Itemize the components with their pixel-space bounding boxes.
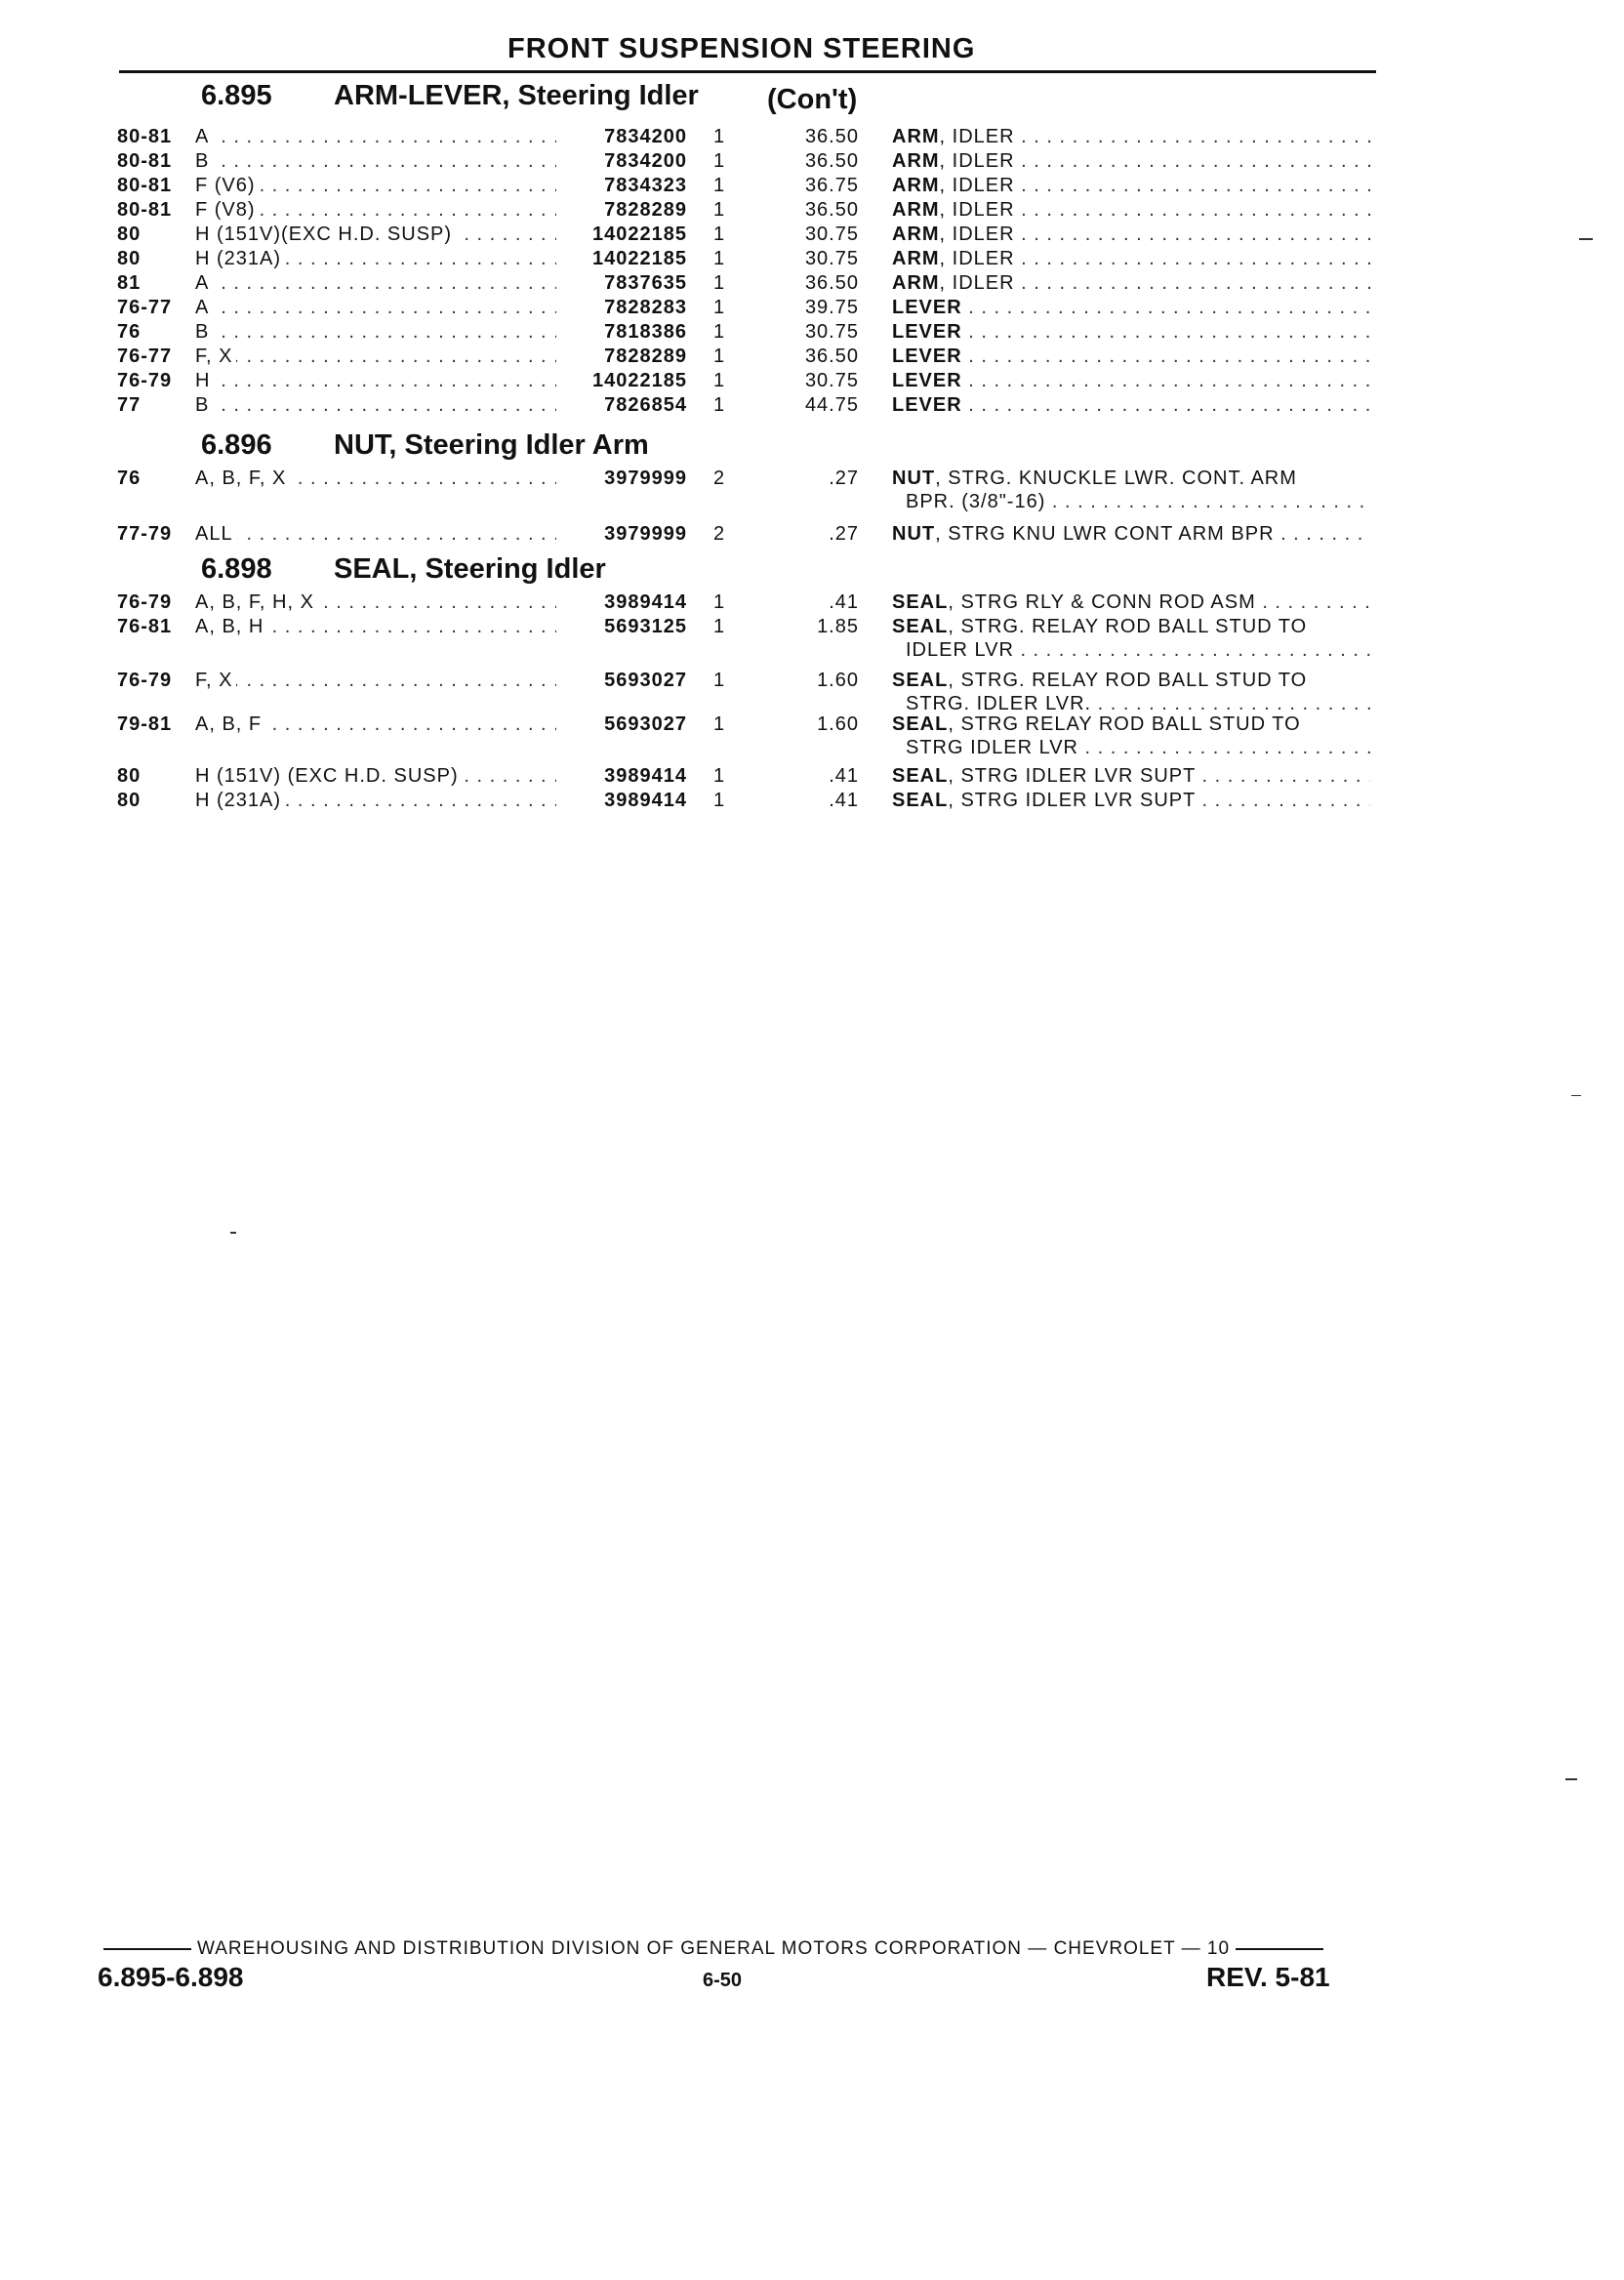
model-cell bbox=[195, 271, 556, 295]
model-text: B bbox=[195, 321, 213, 343]
description-line bbox=[892, 320, 1370, 344]
year-cell: 80 bbox=[117, 765, 142, 787]
part-number-cell: 3989414 bbox=[564, 789, 687, 812]
description-keyword: SEAL bbox=[892, 713, 949, 735]
part-number-cell: 7826854 bbox=[564, 393, 687, 417]
description-line bbox=[892, 789, 1370, 812]
model-cell bbox=[195, 320, 556, 344]
description-cell bbox=[892, 712, 1370, 759]
description-keyword: SEAL bbox=[892, 616, 949, 637]
model-text: H (231A) bbox=[195, 790, 285, 811]
part-number-cell: 7837635 bbox=[564, 271, 687, 295]
model-text: F, X bbox=[195, 346, 236, 367]
model-text: A, B, F bbox=[195, 713, 265, 735]
quantity-cell: 1 bbox=[712, 126, 726, 147]
part-number-cell: 7834200 bbox=[564, 125, 687, 148]
model-cell bbox=[195, 345, 556, 368]
description-cell bbox=[892, 320, 1370, 344]
description-rest: , STRG RLY & CONN ROD ASM bbox=[948, 591, 1256, 613]
description-keyword: LEVER bbox=[892, 394, 962, 416]
scan-speck bbox=[230, 1232, 236, 1234]
quantity-cell: 2 bbox=[712, 523, 726, 545]
year-cell: 76-79 bbox=[117, 370, 173, 391]
quantity-cell: 2 bbox=[712, 468, 726, 489]
description-line bbox=[892, 615, 1370, 638]
footer-division bbox=[98, 1938, 1357, 1960]
description-keyword: ARM bbox=[892, 175, 940, 196]
model-cell bbox=[195, 764, 556, 788]
description-keyword: LEVER bbox=[892, 321, 962, 343]
description-line bbox=[892, 223, 1370, 246]
quantity-cell: 1 bbox=[712, 248, 726, 269]
model-cell bbox=[195, 369, 556, 392]
price-cell: 1.60 bbox=[817, 670, 859, 691]
quantity-cell: 1 bbox=[712, 765, 726, 787]
description-keyword: LEVER bbox=[892, 346, 962, 367]
description-rest: , STRG. RELAY ROD BALL STUD TO bbox=[948, 670, 1308, 691]
model-text: A, B, F, H, X bbox=[195, 591, 318, 613]
model-text: A bbox=[195, 126, 213, 147]
quantity-cell: 1 bbox=[712, 713, 726, 735]
year-cell: 79-81 bbox=[117, 713, 173, 735]
description-line bbox=[892, 174, 1370, 197]
description-line bbox=[892, 522, 1370, 546]
year-cell: 76-77 bbox=[117, 297, 173, 318]
year-cell: 81 bbox=[117, 272, 142, 294]
description-keyword: LEVER bbox=[892, 297, 962, 318]
model-text: F (V6) bbox=[195, 175, 260, 196]
model-text: A, B, F, X bbox=[195, 468, 290, 489]
description-cell bbox=[892, 345, 1370, 368]
price-cell: 1.85 bbox=[817, 616, 859, 637]
model-cell bbox=[195, 669, 556, 692]
part-number-cell: 3989414 bbox=[564, 764, 687, 788]
description-line bbox=[892, 345, 1370, 368]
description-cell bbox=[892, 296, 1370, 319]
quantity-cell: 1 bbox=[712, 175, 726, 196]
description-keyword: ARM bbox=[892, 272, 940, 294]
description-line bbox=[892, 296, 1370, 319]
year-cell: 76-77 bbox=[117, 346, 173, 367]
model-text: A, B, H bbox=[195, 616, 267, 637]
description-line bbox=[892, 669, 1370, 692]
part-number-cell: 3979999 bbox=[564, 522, 687, 546]
model-text: H (151V) (EXC H.D. SUSP) bbox=[195, 765, 463, 787]
description-keyword: NUT bbox=[892, 523, 936, 545]
description-cell bbox=[892, 615, 1370, 662]
quantity-cell: 1 bbox=[712, 346, 726, 367]
description-rest: , STRG KNU LWR CONT ARM BPR bbox=[935, 523, 1275, 545]
section-name: NUT, Steering Idler Arm bbox=[334, 429, 649, 461]
quantity-cell: 1 bbox=[712, 394, 726, 416]
model-text: F, X bbox=[195, 670, 236, 691]
quantity-cell: 1 bbox=[712, 321, 726, 343]
description-cell bbox=[892, 174, 1370, 197]
model-cell bbox=[195, 223, 556, 246]
part-number-cell: 3979999 bbox=[564, 467, 687, 490]
model-text: B bbox=[195, 394, 213, 416]
price-cell: 39.75 bbox=[804, 297, 859, 318]
description-line bbox=[892, 764, 1370, 788]
description-cell bbox=[892, 590, 1370, 614]
model-cell bbox=[195, 174, 556, 197]
description-cell bbox=[892, 223, 1370, 246]
description-cell bbox=[892, 369, 1370, 392]
description-rest: , STRG IDLER LVR SUPT bbox=[948, 765, 1196, 787]
part-number-cell: 7828289 bbox=[564, 345, 687, 368]
description-line bbox=[892, 247, 1370, 270]
price-cell: 44.75 bbox=[804, 394, 859, 416]
description-keyword: LEVER bbox=[892, 370, 962, 391]
model-text: F (V8) bbox=[195, 199, 260, 221]
quantity-cell: 1 bbox=[712, 150, 726, 172]
footer-dash-left bbox=[103, 1948, 191, 1950]
description-rest: , STRG. KNUCKLE LWR. CONT. ARM bbox=[935, 468, 1297, 489]
model-text: ALL bbox=[195, 523, 237, 545]
section-number: 6.898 bbox=[201, 553, 272, 585]
quantity-cell: 1 bbox=[712, 670, 726, 691]
scan-speck bbox=[1571, 1095, 1581, 1096]
description-keyword: NUT bbox=[892, 468, 936, 489]
description-cell bbox=[892, 522, 1370, 546]
quantity-cell: 1 bbox=[712, 591, 726, 613]
description-cell bbox=[892, 789, 1370, 812]
section-number: 6.896 bbox=[201, 429, 272, 461]
model-text: A bbox=[195, 297, 213, 318]
description-line: STRG. IDLER LVR. . . . bbox=[892, 692, 1370, 715]
model-cell bbox=[195, 615, 556, 638]
description-line bbox=[892, 125, 1370, 148]
description-cell bbox=[892, 764, 1370, 788]
model-text: H (151V)(EXC H.D. SUSP) bbox=[195, 224, 456, 245]
quantity-cell: 1 bbox=[712, 199, 726, 221]
part-number-cell: 7834200 bbox=[564, 149, 687, 173]
part-number-cell: 14022185 bbox=[564, 223, 687, 246]
page-title: FRONT SUSPENSION STEERING bbox=[508, 33, 976, 64]
part-number-cell: 5693027 bbox=[564, 712, 687, 736]
year-cell: 80-81 bbox=[117, 199, 173, 221]
part-number-cell: 7818386 bbox=[564, 320, 687, 344]
part-number-cell: 14022185 bbox=[564, 247, 687, 270]
quantity-cell: 1 bbox=[712, 790, 726, 811]
price-cell: 36.50 bbox=[804, 126, 859, 147]
year-cell: 76 bbox=[117, 468, 142, 489]
description-cell bbox=[892, 393, 1370, 417]
part-number-cell: 5693027 bbox=[564, 669, 687, 692]
description-cell bbox=[892, 271, 1370, 295]
model-cell bbox=[195, 590, 556, 614]
section-number: 6.895 bbox=[201, 80, 272, 111]
price-cell: 1.60 bbox=[817, 713, 859, 735]
footer-section-range: 6.895-6.898 bbox=[98, 1962, 244, 1992]
model-text: H bbox=[195, 370, 214, 391]
year-cell: 80 bbox=[117, 790, 142, 811]
description-line: BPR. (3/8"-16) . . . bbox=[892, 490, 1370, 513]
description-keyword: ARM bbox=[892, 248, 940, 269]
model-cell bbox=[195, 247, 556, 270]
model-cell bbox=[195, 296, 556, 319]
price-cell: 36.50 bbox=[804, 150, 859, 172]
year-cell: 80-81 bbox=[117, 126, 173, 147]
description-rest: , IDLER bbox=[939, 126, 1015, 147]
part-number-cell: 7828283 bbox=[564, 296, 687, 319]
price-cell: 30.75 bbox=[804, 248, 859, 269]
model-cell bbox=[195, 125, 556, 148]
price-cell: 36.50 bbox=[804, 199, 859, 221]
description-line: IDLER LVR . . . bbox=[892, 638, 1370, 662]
model-text: H (231A) bbox=[195, 248, 285, 269]
description-keyword: ARM bbox=[892, 199, 940, 221]
description-line: STRG IDLER LVR . . . bbox=[892, 736, 1370, 759]
quantity-cell: 1 bbox=[712, 616, 726, 637]
description-cell bbox=[892, 669, 1370, 715]
price-cell: 36.50 bbox=[804, 346, 859, 367]
description-line bbox=[892, 369, 1370, 392]
year-cell: 77 bbox=[117, 394, 142, 416]
description-cell bbox=[892, 247, 1370, 270]
model-cell bbox=[195, 198, 556, 222]
year-cell: 80-81 bbox=[117, 175, 173, 196]
description-keyword: SEAL bbox=[892, 765, 949, 787]
model-cell bbox=[195, 149, 556, 173]
footer-page-number: 6-50 bbox=[703, 1970, 743, 1991]
year-cell: 80 bbox=[117, 224, 142, 245]
continued-label: (Con't) bbox=[767, 84, 858, 115]
scan-speck bbox=[1579, 238, 1593, 240]
description-rest: , STRG IDLER LVR SUPT bbox=[948, 790, 1196, 811]
footer-revision: REV. 5-81 bbox=[1206, 1962, 1330, 1992]
year-cell: 77-79 bbox=[117, 523, 173, 545]
year-cell: 80-81 bbox=[117, 150, 173, 172]
description-rest: , IDLER bbox=[939, 175, 1015, 196]
price-cell: .41 bbox=[829, 765, 859, 787]
part-number-cell: 3989414 bbox=[564, 590, 687, 614]
description-line bbox=[892, 467, 1370, 490]
price-cell: .41 bbox=[829, 790, 859, 811]
price-cell: 30.75 bbox=[804, 370, 859, 391]
footer-division-text: WAREHOUSING AND DISTRIBUTION DIVISION OF GENERAL MOTORS CORPORATION — CHEVROLET — 10 bbox=[197, 1938, 1231, 1959]
model-text: B bbox=[195, 150, 213, 172]
model-cell bbox=[195, 393, 556, 417]
description-keyword: ARM bbox=[892, 224, 940, 245]
description-cell bbox=[892, 125, 1370, 148]
quantity-cell: 1 bbox=[712, 370, 726, 391]
description-rest: , IDLER bbox=[939, 224, 1015, 245]
description-rest: , IDLER bbox=[939, 248, 1015, 269]
description-keyword: SEAL bbox=[892, 670, 949, 691]
year-cell: 76-79 bbox=[117, 591, 173, 613]
description-rest: , IDLER bbox=[939, 272, 1015, 294]
description-rest: , IDLER bbox=[939, 150, 1015, 172]
quantity-cell: 1 bbox=[712, 224, 726, 245]
part-number-cell: 5693125 bbox=[564, 615, 687, 638]
description-keyword: ARM bbox=[892, 150, 940, 172]
model-text: A bbox=[195, 272, 213, 294]
section-name: ARM-LEVER, Steering Idler bbox=[334, 80, 699, 111]
price-cell: 30.75 bbox=[804, 224, 859, 245]
price-cell: 30.75 bbox=[804, 321, 859, 343]
description-rest: , STRG. RELAY ROD BALL STUD TO bbox=[948, 616, 1308, 637]
description-cell bbox=[892, 467, 1370, 513]
description-keyword: ARM bbox=[892, 126, 940, 147]
year-cell: 76-79 bbox=[117, 670, 173, 691]
description-cell bbox=[892, 198, 1370, 222]
price-cell: 36.50 bbox=[804, 272, 859, 294]
description-keyword: SEAL bbox=[892, 591, 949, 613]
quantity-cell: 1 bbox=[712, 297, 726, 318]
title-rule bbox=[119, 70, 1376, 73]
description-rest: , IDLER bbox=[939, 199, 1015, 221]
model-cell bbox=[195, 522, 556, 546]
description-keyword: SEAL bbox=[892, 790, 949, 811]
scan-speck bbox=[1565, 1778, 1577, 1780]
part-number-cell: 7834323 bbox=[564, 174, 687, 197]
model-cell bbox=[195, 712, 556, 736]
year-cell: 76 bbox=[117, 321, 142, 343]
year-cell: 80 bbox=[117, 248, 142, 269]
description-line bbox=[892, 712, 1370, 736]
model-cell bbox=[195, 467, 556, 490]
price-cell: .41 bbox=[829, 591, 859, 613]
description-line bbox=[892, 393, 1370, 417]
price-cell: .27 bbox=[829, 468, 859, 489]
description-line bbox=[892, 198, 1370, 222]
price-cell: .27 bbox=[829, 523, 859, 545]
description-rest: , STRG RELAY ROD BALL STUD TO bbox=[948, 713, 1301, 735]
part-number-cell: 14022185 bbox=[564, 369, 687, 392]
price-cell: 36.75 bbox=[804, 175, 859, 196]
description-cell bbox=[892, 149, 1370, 173]
year-cell: 76-81 bbox=[117, 616, 173, 637]
description-line bbox=[892, 149, 1370, 173]
section-name: SEAL, Steering Idler bbox=[334, 553, 606, 585]
footer-dash-right bbox=[1236, 1948, 1323, 1950]
description-line bbox=[892, 590, 1370, 614]
description-line bbox=[892, 271, 1370, 295]
part-number-cell: 7828289 bbox=[564, 198, 687, 222]
quantity-cell: 1 bbox=[712, 272, 726, 294]
model-cell bbox=[195, 789, 556, 812]
